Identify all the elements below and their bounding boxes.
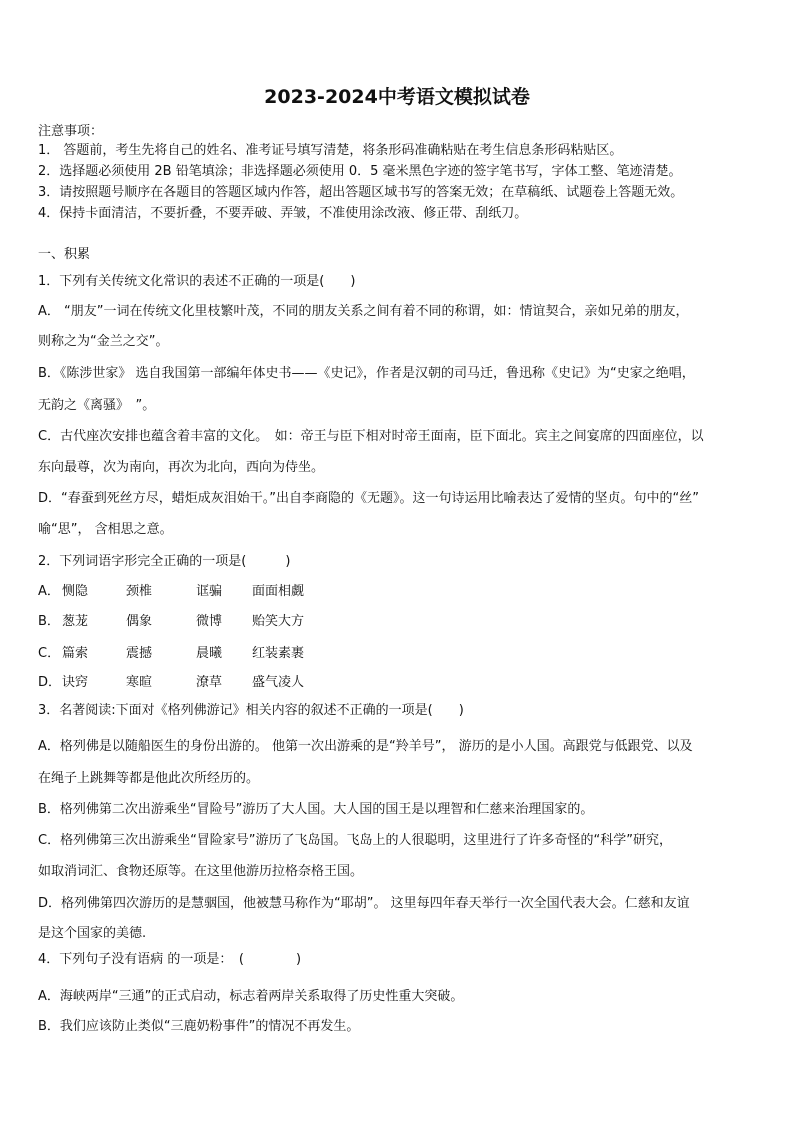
option-word: 诓骗 xyxy=(196,584,223,599)
q4-option-a: A．海峡两岸“三通”的正式启动，标志着两岸关系取得了历史性重大突破。 xyxy=(38,989,464,1004)
option-word: 微博 xyxy=(196,614,223,629)
option-label: C． xyxy=(38,646,61,661)
option-word: 偶象 xyxy=(126,614,153,629)
option-word: 颈椎 xyxy=(126,584,153,599)
q1-option-d-cont: 喻“思”， 含相思之意。 xyxy=(38,522,173,537)
notice-heading: 注意事项： xyxy=(38,124,104,139)
q1-option-b-cont: 无韵之《离骚》 ”。 xyxy=(38,398,156,413)
option-word: 寒暄 xyxy=(126,675,153,690)
question-4-stem: 4．下列句子没有语病 的一项是： ( ) xyxy=(38,952,302,967)
option-label: B． xyxy=(38,614,60,629)
notice-item: 3．请按照题号顺序在各题目的答题区域内作答，超出答题区域书写的答案无效；在草稿纸、试题卷上答题无效。 xyxy=(38,185,684,200)
section-heading: 一、积累 xyxy=(38,247,91,262)
question-1-stem: 1．下列有关传统文化常识的表述不正确的一项是( ) xyxy=(38,274,356,289)
page-title: 2023-2024中考语文模拟试卷 xyxy=(264,86,530,108)
q1-option-a-cont: 则称之为“金兰之交”。 xyxy=(38,334,169,349)
option-word: 篇索 xyxy=(62,646,89,661)
option-word: 震撼 xyxy=(126,646,153,661)
q1-option-d: D．“春蚕到死丝方尽，蜡炬成灰泪始干。”出自李商隐的《无题》。这一句诗运用比喻表达了爱情的坚贞。句中的“丝” xyxy=(38,491,699,506)
notice-item: 4．保持卡面清洁，不要折叠，不要弄破、弄皱，不准使用涂改液、修正带、刮纸刀。 xyxy=(38,206,528,221)
option-word: 潦草 xyxy=(196,675,223,690)
notice-item: 2．选择题必须使用 2B 铅笔填涂；非选择题必须使用 0．5 毫米黑色字迹的签字笔书写，字体工整、笔迹清楚。 xyxy=(38,164,682,179)
question-2-stem: 2．下列词语字形完全正确的一项是( ) xyxy=(38,554,291,569)
notice-item: 1． 答题前，考生先将自己的姓名、准考证号填写清楚，将条形码准确粘贴在考生信息条形码粘贴区。 xyxy=(38,143,623,158)
q3-option-d: D．格列佛第四次游历的是慧骃国，他被慧马称作为“耶胡”。 这里每四年春天举行一次全国代表大会。仁慈和友谊 xyxy=(38,896,690,911)
option-word: 红装素裹 xyxy=(252,646,305,661)
q3-option-a: A．格列佛是以随船医生的身份出游的。 他第一次出游乘的是“羚羊号”， 游历的是小人国。高跟党与低跟党、以及 xyxy=(38,739,693,754)
q3-option-c: C．格列佛第三次出游乘坐“冒险家号”游历了飞岛国。飞岛上的人很聪明，这里进行了许多奇怪的“科学”研究， xyxy=(38,833,673,848)
option-label: A． xyxy=(38,584,60,599)
option-word: 晨曦 xyxy=(196,646,223,661)
q3-option-c-cont: 如取消词汇、食物还原等。在这里他游历拉格奈格王国。 xyxy=(38,864,364,879)
q3-option-b: B．格列佛第二次出游乘坐“冒险号”游历了大人国。大人国的国王是以理智和仁慈来治理国家的。 xyxy=(38,802,594,817)
option-label: D． xyxy=(38,675,62,690)
q3-option-a-cont: 在绳子上跳舞等都是他此次所经历的。 xyxy=(38,771,260,786)
option-word: 恻隐 xyxy=(62,584,89,599)
q1-option-b: B．《陈涉世家》 选自我国第一部编年体史书——《史记》，作者是汉朝的司马迁，鲁迅称《史记》为“史家之绝唱， xyxy=(38,366,695,381)
option-word: 盛气凌人 xyxy=(252,675,305,690)
option-word: 面面相觑 xyxy=(252,584,305,599)
question-3-stem: 3．名著阅读:下面对《格列佛游记》相关内容的叙述不正确的一项是( ) xyxy=(38,703,464,718)
q3-option-d-cont: 是这个国家的美德. xyxy=(38,926,147,941)
option-word: 葱茏 xyxy=(62,614,89,629)
q1-option-c: C．古代座次安排也蕴含着丰富的文化。 如：帝王与臣下相对时帝王面南，臣下面北。宾主之间宴席的四面座位，以 xyxy=(38,429,704,444)
q4-option-b: B．我们应该防止类似“三鹿奶粉事件”的情况不再发生。 xyxy=(38,1019,360,1034)
option-word: 贻笑大方 xyxy=(252,614,305,629)
q1-option-c-cont: 东向最尊，次为南向，再次为北向，西向为侍坐。 xyxy=(38,460,325,475)
q1-option-a: A． “朋友”一词在传统文化里枝繁叶茂，不同的朋友关系之间有着不同的称谓，如：情谊契合，亲如兄弟的朋友， xyxy=(38,304,689,319)
option-word: 诀窍 xyxy=(62,675,89,690)
